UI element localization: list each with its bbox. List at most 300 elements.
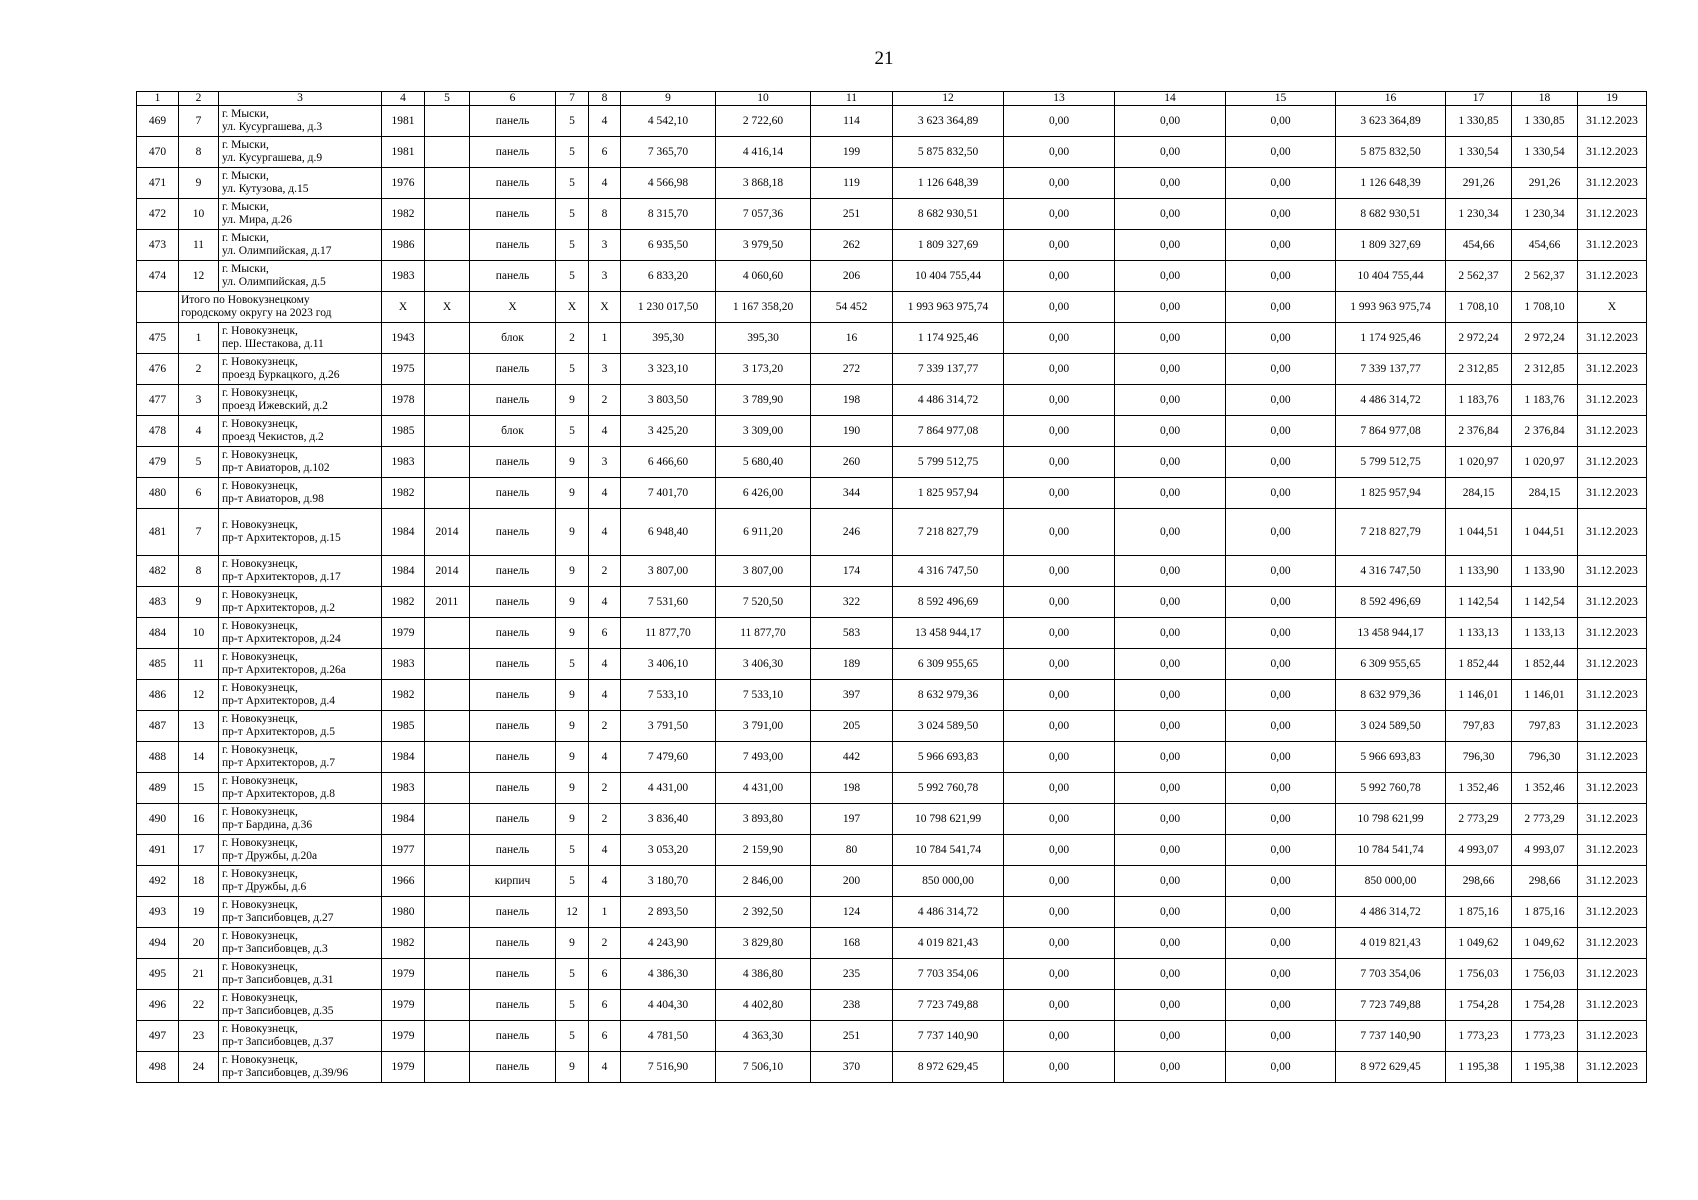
address-street: пр-т Архитекторов, д.15 bbox=[222, 532, 341, 544]
cell-col-14: 0,00 bbox=[1115, 680, 1226, 711]
cell-col-11: 199 bbox=[811, 137, 893, 168]
cell-col-5 bbox=[425, 928, 470, 959]
cell-col-16: 10 404 755,44 bbox=[1336, 261, 1446, 292]
cell-col-4: 1979 bbox=[382, 959, 425, 990]
address-cell bbox=[219, 742, 382, 773]
cell-col-12: 3 623 364,89 bbox=[893, 106, 1004, 137]
cell-col-6: кирпич bbox=[470, 866, 556, 897]
cell-col-7: 9 bbox=[556, 556, 589, 587]
cell-col-18: 1 708,10 bbox=[1512, 292, 1578, 323]
address-street: пр-т Архитекторов, д.2 bbox=[222, 602, 335, 614]
cell-col-4: 1983 bbox=[382, 773, 425, 804]
cell-col-15: 0,00 bbox=[1226, 835, 1336, 866]
cell-col-17: 1 044,51 bbox=[1446, 509, 1512, 556]
address-cell bbox=[219, 137, 382, 168]
address-cell bbox=[219, 711, 382, 742]
cell-col-6: панель bbox=[470, 959, 556, 990]
cell-col-11: 251 bbox=[811, 1021, 893, 1052]
cell-col-16: 4 486 314,72 bbox=[1336, 385, 1446, 416]
cell-col-16: 1 809 327,69 bbox=[1336, 230, 1446, 261]
cell-col-18: 1 330,85 bbox=[1512, 106, 1578, 137]
cell-col-4: 1984 bbox=[382, 509, 425, 556]
cell-col-12: 8 632 979,36 bbox=[893, 680, 1004, 711]
cell-col-11: 200 bbox=[811, 866, 893, 897]
cell-col-12: 4 316 747,50 bbox=[893, 556, 1004, 587]
cell-col-18: 1 875,16 bbox=[1512, 897, 1578, 928]
address-street: ул. Кутузова, д.15 bbox=[222, 183, 309, 195]
cell-col-11: 205 bbox=[811, 711, 893, 742]
address-street: пр-т Запсибовцев, д.39/96 bbox=[222, 1067, 349, 1079]
table-row bbox=[137, 323, 1647, 354]
address-cell bbox=[219, 385, 382, 416]
cell-col-1: 494 bbox=[137, 928, 179, 959]
cell-col-6: панель bbox=[470, 1052, 556, 1083]
cell-col-11: 238 bbox=[811, 990, 893, 1021]
cell-col-16: 7 723 749,88 bbox=[1336, 990, 1446, 1021]
cell-col-9: 4 404,30 bbox=[621, 990, 716, 1021]
cell-col-8: 4 bbox=[589, 416, 621, 447]
cell-col-5 bbox=[425, 478, 470, 509]
cell-col-9: 6 466,60 bbox=[621, 447, 716, 478]
cell-col-19: 31.12.2023 bbox=[1578, 990, 1647, 1021]
address-city: г. Новокузнецк, bbox=[222, 449, 298, 461]
cell-col-19: 31.12.2023 bbox=[1578, 866, 1647, 897]
address-city: г. Новокузнецк, bbox=[222, 558, 298, 570]
cell-col-6: панель bbox=[470, 230, 556, 261]
cell-col-14: 0,00 bbox=[1115, 1021, 1226, 1052]
cell-col-1: 487 bbox=[137, 711, 179, 742]
table-row bbox=[137, 168, 1647, 199]
cell-col-7: 9 bbox=[556, 478, 589, 509]
address-city: г. Новокузнецк, bbox=[222, 589, 298, 601]
cell-col-12: 4 019 821,43 bbox=[893, 928, 1004, 959]
address-city: г. Новокузнецк, bbox=[222, 356, 298, 368]
cell-col-2: 9 bbox=[179, 587, 219, 618]
address-cell bbox=[219, 416, 382, 447]
address-street: пр-т Запсибовцев, д.27 bbox=[222, 912, 334, 924]
cell-col-8: 2 bbox=[589, 804, 621, 835]
cell-col-15: 0,00 bbox=[1226, 866, 1336, 897]
cell-col-14: 0,00 bbox=[1115, 742, 1226, 773]
address-street: пр-т Авиаторов, д.98 bbox=[222, 493, 324, 505]
cell-col-7: 9 bbox=[556, 804, 589, 835]
cell-col-13: 0,00 bbox=[1004, 866, 1115, 897]
cell-col-11: 80 bbox=[811, 835, 893, 866]
address-city: г. Новокузнецк, bbox=[222, 868, 298, 880]
cell-col-16: 7 703 354,06 bbox=[1336, 959, 1446, 990]
cell-col-16: 4 316 747,50 bbox=[1336, 556, 1446, 587]
cell-col-19: X bbox=[1578, 292, 1647, 323]
address-street: пр-т Запсибовцев, д.37 bbox=[222, 1036, 334, 1048]
cell-col-8: 2 bbox=[589, 928, 621, 959]
address-city: г. Новокузнецк, bbox=[222, 806, 298, 818]
cell-col-10: 2 846,00 bbox=[716, 866, 811, 897]
cell-col-14: 0,00 bbox=[1115, 292, 1226, 323]
cell-col-12: 3 024 589,50 bbox=[893, 711, 1004, 742]
cell-col-14: 0,00 bbox=[1115, 509, 1226, 556]
cell-col-13: 0,00 bbox=[1004, 230, 1115, 261]
cell-col-16: 4 019 821,43 bbox=[1336, 928, 1446, 959]
cell-col-10: 3 791,00 bbox=[716, 711, 811, 742]
cell-col-15: 0,00 bbox=[1226, 587, 1336, 618]
cell-col-18: 796,30 bbox=[1512, 742, 1578, 773]
cell-col-5 bbox=[425, 1052, 470, 1083]
cell-col-17: 1 773,23 bbox=[1446, 1021, 1512, 1052]
cell-col-19: 31.12.2023 bbox=[1578, 137, 1647, 168]
cell-col-19: 31.12.2023 bbox=[1578, 897, 1647, 928]
cell-col-4: 1986 bbox=[382, 230, 425, 261]
address-city: г. Новокузнецк, bbox=[222, 519, 298, 531]
cell-col-15: 0,00 bbox=[1226, 478, 1336, 509]
cell-col-10: 395,30 bbox=[716, 323, 811, 354]
cell-col-12: 5 992 760,78 bbox=[893, 773, 1004, 804]
cell-col-13: 0,00 bbox=[1004, 959, 1115, 990]
cell-col-12: 10 798 621,99 bbox=[893, 804, 1004, 835]
cell-col-11: 190 bbox=[811, 416, 893, 447]
cell-col-8: 3 bbox=[589, 261, 621, 292]
cell-col-7: 5 bbox=[556, 959, 589, 990]
cell-col-2: 19 bbox=[179, 897, 219, 928]
cell-col-10: 4 402,80 bbox=[716, 990, 811, 1021]
cell-col-17: 284,15 bbox=[1446, 478, 1512, 509]
cell-col-7: 5 bbox=[556, 354, 589, 385]
cell-col-6: панель bbox=[470, 928, 556, 959]
address-cell bbox=[219, 680, 382, 711]
cell-col-19: 31.12.2023 bbox=[1578, 416, 1647, 447]
cell-col-9: 2 893,50 bbox=[621, 897, 716, 928]
cell-col-1: 493 bbox=[137, 897, 179, 928]
cell-col-9: 3 323,10 bbox=[621, 354, 716, 385]
cell-col-11: 168 bbox=[811, 928, 893, 959]
cell-col-7: 5 bbox=[556, 835, 589, 866]
table-row bbox=[137, 556, 1647, 587]
cell-col-16: 850 000,00 bbox=[1336, 866, 1446, 897]
cell-col-7: 5 bbox=[556, 1021, 589, 1052]
cell-col-16: 7 339 137,77 bbox=[1336, 354, 1446, 385]
cell-col-2: 4 bbox=[179, 416, 219, 447]
cell-col-10: 3 309,00 bbox=[716, 416, 811, 447]
address-cell bbox=[219, 835, 382, 866]
cell-col-4: 1983 bbox=[382, 261, 425, 292]
cell-col-14: 0,00 bbox=[1115, 447, 1226, 478]
address-city: г. Мыски, bbox=[222, 139, 269, 151]
table-row bbox=[137, 416, 1647, 447]
column-header-12: 12 bbox=[893, 92, 1004, 106]
cell-col-8: 6 bbox=[589, 990, 621, 1021]
cell-col-11: 197 bbox=[811, 804, 893, 835]
address-cell bbox=[219, 587, 382, 618]
cell-col-5 bbox=[425, 1021, 470, 1052]
address-cell bbox=[219, 773, 382, 804]
cell-col-2: 5 bbox=[179, 447, 219, 478]
address-street: пр-т Архитекторов, д.26а bbox=[222, 664, 346, 676]
table-row bbox=[137, 137, 1647, 168]
cell-col-2: 24 bbox=[179, 1052, 219, 1083]
cell-col-5: 2011 bbox=[425, 587, 470, 618]
cell-col-17: 1 330,54 bbox=[1446, 137, 1512, 168]
address-cell bbox=[219, 447, 382, 478]
cell-col-14: 0,00 bbox=[1115, 897, 1226, 928]
cell-col-7: 5 bbox=[556, 137, 589, 168]
cell-col-4: 1982 bbox=[382, 928, 425, 959]
cell-col-10: 7 493,00 bbox=[716, 742, 811, 773]
cell-col-18: 1 230,34 bbox=[1512, 199, 1578, 230]
address-cell bbox=[219, 649, 382, 680]
cell-col-6: панель bbox=[470, 137, 556, 168]
cell-col-4: 1982 bbox=[382, 587, 425, 618]
cell-col-16: 3 024 589,50 bbox=[1336, 711, 1446, 742]
cell-col-19: 31.12.2023 bbox=[1578, 556, 1647, 587]
cell-col-13: 0,00 bbox=[1004, 478, 1115, 509]
cell-col-1: 497 bbox=[137, 1021, 179, 1052]
cell-col-13: 0,00 bbox=[1004, 354, 1115, 385]
cell-col-16: 6 309 955,65 bbox=[1336, 649, 1446, 680]
cell-col-13: 0,00 bbox=[1004, 416, 1115, 447]
table-row bbox=[137, 773, 1647, 804]
cell-col-2: 7 bbox=[179, 106, 219, 137]
cell-col-13: 0,00 bbox=[1004, 1021, 1115, 1052]
cell-col-14: 0,00 bbox=[1115, 556, 1226, 587]
cell-col-4: 1979 bbox=[382, 1021, 425, 1052]
cell-col-18: 1 852,44 bbox=[1512, 649, 1578, 680]
cell-col-10: 3 789,90 bbox=[716, 385, 811, 416]
cell-col-4: 1966 bbox=[382, 866, 425, 897]
address-city: г. Новокузнецк, bbox=[222, 930, 298, 942]
column-header-18: 18 bbox=[1512, 92, 1578, 106]
address-cell bbox=[219, 556, 382, 587]
address-street: пр-т Дружбы, д.6 bbox=[222, 881, 307, 893]
cell-col-12: 7 723 749,88 bbox=[893, 990, 1004, 1021]
cell-col-15: 0,00 bbox=[1226, 680, 1336, 711]
cell-col-14: 0,00 bbox=[1115, 866, 1226, 897]
cell-col-19: 31.12.2023 bbox=[1578, 385, 1647, 416]
cell-col-1: 488 bbox=[137, 742, 179, 773]
cell-col-19: 31.12.2023 bbox=[1578, 1021, 1647, 1052]
cell-col-15: 0,00 bbox=[1226, 137, 1336, 168]
cell-col-12: 7 737 140,90 bbox=[893, 1021, 1004, 1052]
cell-col-13: 0,00 bbox=[1004, 680, 1115, 711]
cell-col-1: 471 bbox=[137, 168, 179, 199]
cell-col-6: панель bbox=[470, 106, 556, 137]
cell-col-2: 17 bbox=[179, 835, 219, 866]
cell-col-2: 3 bbox=[179, 385, 219, 416]
table-row bbox=[137, 230, 1647, 261]
cell-col-18: 797,83 bbox=[1512, 711, 1578, 742]
address-cell bbox=[219, 928, 382, 959]
cell-col-8: 4 bbox=[589, 835, 621, 866]
cell-col-7: 9 bbox=[556, 447, 589, 478]
table-row bbox=[137, 835, 1647, 866]
cell-col-17: 1 756,03 bbox=[1446, 959, 1512, 990]
cell-col-10: 7 506,10 bbox=[716, 1052, 811, 1083]
cell-col-1: 479 bbox=[137, 447, 179, 478]
cell-col-16: 8 592 496,69 bbox=[1336, 587, 1446, 618]
cell-col-16: 8 632 979,36 bbox=[1336, 680, 1446, 711]
column-header-11: 11 bbox=[811, 92, 893, 106]
column-header-4: 4 bbox=[382, 92, 425, 106]
cell-col-7: 5 bbox=[556, 261, 589, 292]
cell-col-1: 486 bbox=[137, 680, 179, 711]
cell-col-9: 4 386,30 bbox=[621, 959, 716, 990]
cell-col-10: 2 722,60 bbox=[716, 106, 811, 137]
cell-col-10: 4 416,14 bbox=[716, 137, 811, 168]
address-cell bbox=[219, 959, 382, 990]
cell-col-17: 4 993,07 bbox=[1446, 835, 1512, 866]
cell-col-14: 0,00 bbox=[1115, 711, 1226, 742]
address-city: г. Новокузнецк, bbox=[222, 651, 298, 663]
cell-col-11: 251 bbox=[811, 199, 893, 230]
address-street: ул. Кусургашева, д.9 bbox=[222, 152, 323, 164]
cell-col-10: 1 167 358,20 bbox=[716, 292, 811, 323]
cell-col-15: 0,00 bbox=[1226, 230, 1336, 261]
cell-col-4: X bbox=[382, 292, 425, 323]
cell-col-15: 0,00 bbox=[1226, 897, 1336, 928]
cell-col-17: 1 183,76 bbox=[1446, 385, 1512, 416]
cell-col-7: 9 bbox=[556, 587, 589, 618]
table-row bbox=[137, 804, 1647, 835]
cell-col-17: 2 972,24 bbox=[1446, 323, 1512, 354]
cell-col-6: панель bbox=[470, 897, 556, 928]
cell-col-8: 4 bbox=[589, 168, 621, 199]
cell-col-4: 1976 bbox=[382, 168, 425, 199]
cell-col-10: 3 979,50 bbox=[716, 230, 811, 261]
cell-col-18: 2 562,37 bbox=[1512, 261, 1578, 292]
cell-col-10: 2 159,90 bbox=[716, 835, 811, 866]
table-row bbox=[137, 959, 1647, 990]
cell-col-5 bbox=[425, 804, 470, 835]
cell-col-6: панель bbox=[470, 509, 556, 556]
cell-col-7: 9 bbox=[556, 711, 589, 742]
cell-col-12: 1 825 957,94 bbox=[893, 478, 1004, 509]
cell-col-7: 5 bbox=[556, 416, 589, 447]
cell-col-1: 489 bbox=[137, 773, 179, 804]
cell-col-9: 3 180,70 bbox=[621, 866, 716, 897]
address-cell bbox=[219, 261, 382, 292]
table-row bbox=[137, 618, 1647, 649]
cell-col-1: 477 bbox=[137, 385, 179, 416]
column-header-1: 1 bbox=[137, 92, 179, 106]
cell-col-10: 3 893,80 bbox=[716, 804, 811, 835]
cell-col-5 bbox=[425, 649, 470, 680]
cell-col-10: 4 060,60 bbox=[716, 261, 811, 292]
cell-col-8: 6 bbox=[589, 1021, 621, 1052]
cell-col-13: 0,00 bbox=[1004, 928, 1115, 959]
cell-col-1: 495 bbox=[137, 959, 179, 990]
table-row bbox=[137, 199, 1647, 230]
cell-col-11: 272 bbox=[811, 354, 893, 385]
cell-col-18: 1 049,62 bbox=[1512, 928, 1578, 959]
address-city: г. Новокузнецк, bbox=[222, 775, 298, 787]
cell-col-13: 0,00 bbox=[1004, 773, 1115, 804]
address-city: г. Новокузнецк, bbox=[222, 1023, 298, 1035]
cell-col-6: панель bbox=[470, 835, 556, 866]
address-street: ул. Олимпийская, д.5 bbox=[222, 276, 326, 288]
cell-col-17: 1 852,44 bbox=[1446, 649, 1512, 680]
cell-col-13: 0,00 bbox=[1004, 385, 1115, 416]
cell-col-8: 3 bbox=[589, 447, 621, 478]
cell-col-6: панель bbox=[470, 711, 556, 742]
cell-col-17: 454,66 bbox=[1446, 230, 1512, 261]
cell-col-5 bbox=[425, 866, 470, 897]
column-number-header-row bbox=[137, 92, 1647, 106]
cell-col-19: 31.12.2023 bbox=[1578, 168, 1647, 199]
cell-col-17: 1 195,38 bbox=[1446, 1052, 1512, 1083]
address-cell bbox=[219, 509, 382, 556]
cell-col-19: 31.12.2023 bbox=[1578, 928, 1647, 959]
cell-col-9: 4 542,10 bbox=[621, 106, 716, 137]
cell-col-13: 0,00 bbox=[1004, 835, 1115, 866]
cell-col-4: 1979 bbox=[382, 1052, 425, 1083]
cell-col-5 bbox=[425, 773, 470, 804]
cell-col-19: 31.12.2023 bbox=[1578, 587, 1647, 618]
address-street: ул. Олимпийская, д.17 bbox=[222, 245, 332, 257]
cell-col-4: 1981 bbox=[382, 137, 425, 168]
cell-col-17: 1 708,10 bbox=[1446, 292, 1512, 323]
column-header-5: 5 bbox=[425, 92, 470, 106]
cell-col-19: 31.12.2023 bbox=[1578, 773, 1647, 804]
cell-col-8: X bbox=[589, 292, 621, 323]
cell-col-9: 7 531,60 bbox=[621, 587, 716, 618]
cell-col-5 bbox=[425, 742, 470, 773]
cell-col-5 bbox=[425, 447, 470, 478]
address-street: пр-т Дружбы, д.20а bbox=[222, 850, 318, 862]
cell-col-1: 470 bbox=[137, 137, 179, 168]
address-street: проезд Чекистов, д.2 bbox=[222, 431, 324, 443]
cell-col-2: 15 bbox=[179, 773, 219, 804]
cell-col-1: 481 bbox=[137, 509, 179, 556]
cell-col-11: 397 bbox=[811, 680, 893, 711]
cell-col-5 bbox=[425, 168, 470, 199]
cell-col-13: 0,00 bbox=[1004, 323, 1115, 354]
cell-col-16: 1 993 963 975,74 bbox=[1336, 292, 1446, 323]
cell-col-1: 485 bbox=[137, 649, 179, 680]
cell-col-9: 7 401,70 bbox=[621, 478, 716, 509]
address-cell bbox=[219, 897, 382, 928]
cell-col-11: 174 bbox=[811, 556, 893, 587]
cell-col-1: 490 bbox=[137, 804, 179, 835]
cell-col-19: 31.12.2023 bbox=[1578, 649, 1647, 680]
cell-col-2: 22 bbox=[179, 990, 219, 1021]
cell-col-6: панель bbox=[470, 168, 556, 199]
cell-col-5 bbox=[425, 230, 470, 261]
address-street: пр-т Архитекторов, д.24 bbox=[222, 633, 341, 645]
cell-col-9: 6 833,20 bbox=[621, 261, 716, 292]
cell-col-7: 5 bbox=[556, 990, 589, 1021]
cell-col-13: 0,00 bbox=[1004, 618, 1115, 649]
column-header-6: 6 bbox=[470, 92, 556, 106]
cell-col-15: 0,00 bbox=[1226, 354, 1336, 385]
total-label bbox=[179, 292, 382, 323]
cell-col-15: 0,00 bbox=[1226, 509, 1336, 556]
address-street: пр-т Архитекторов, д.17 bbox=[222, 571, 341, 583]
cell-col-14: 0,00 bbox=[1115, 385, 1226, 416]
cell-col-17: 1 049,62 bbox=[1446, 928, 1512, 959]
cell-col-14: 0,00 bbox=[1115, 106, 1226, 137]
cell-col-11: 16 bbox=[811, 323, 893, 354]
cell-col-5 bbox=[425, 835, 470, 866]
cell-col-17: 1 146,01 bbox=[1446, 680, 1512, 711]
cell-col-12: 850 000,00 bbox=[893, 866, 1004, 897]
cell-col-13: 0,00 bbox=[1004, 587, 1115, 618]
cell-col-16: 1 174 925,46 bbox=[1336, 323, 1446, 354]
column-header-9: 9 bbox=[621, 92, 716, 106]
cell-col-6: X bbox=[470, 292, 556, 323]
cell-col-6: панель bbox=[470, 199, 556, 230]
cell-col-18: 4 993,07 bbox=[1512, 835, 1578, 866]
cell-col-11: 198 bbox=[811, 385, 893, 416]
column-header-19: 19 bbox=[1578, 92, 1647, 106]
table-row bbox=[137, 990, 1647, 1021]
